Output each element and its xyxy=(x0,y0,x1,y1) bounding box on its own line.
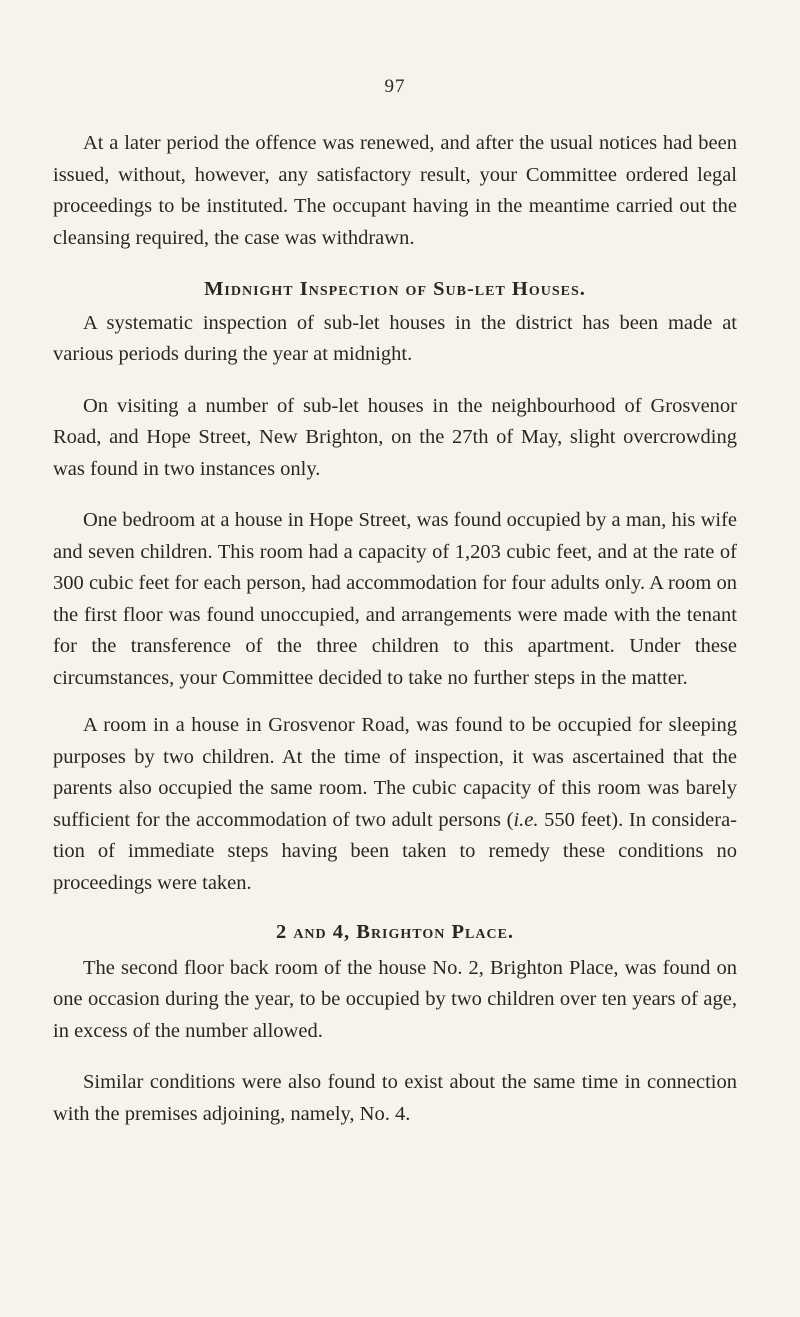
heading-midnight-inspection: Midnight Inspection of Sub-let Houses. xyxy=(204,278,586,300)
paragraph-grosvenor-room-text-2: 550 feet). In considera-tion of immediate steps having been taken to remedy these conditions no proceedings were taken. xyxy=(53,808,737,894)
page-number: 97 xyxy=(384,76,406,97)
heading-brighton-place: 2 and 4, Brighton Place. xyxy=(275,921,515,943)
paragraph-grosvenor-visit: On visiting a number of sub-let houses in the neighbourhood of Grosvenor Road, and Hope Street, New Brighton, on the 27th of May, slight overcrowding was found in two instances only. xyxy=(53,394,737,480)
paragraph-grosvenor-room-ie: i.e. xyxy=(513,808,539,831)
paragraph-grosvenor-room-text-1: A room in a house in Grosvenor Road, was found to be occupied for sleeping purposes by two children. At the time of inspection, it was ascertained that the parents also occupied the same room. The cubic capacity of this room was barely sufficient for the accommodation of two adult persons ( xyxy=(53,714,737,831)
paragraph-systematic-inspection: A systematic inspection of sub-let houses in the district has been made at various periods during the year at midnight. xyxy=(53,311,737,365)
paragraph-hope-street-bedroom: One bedroom at a house in Hope Street, was found occupied by a man, his wife and seven children. This room had a capacity of 1,203 cubic feet, and at the rate of 300 cubic feet for each person, had accommodation for four adults only. A room on the first floor was found unoccupied, and arrangements were made with the tenant for the transference of the three children to this apartment. Under these circumstances, your Committee decided to take no further steps in the matter. xyxy=(53,509,737,689)
paragraph-similar-conditions: Similar conditions were also found to exist about the same time in connection with the premises adjoining, namely, No. 4. xyxy=(53,1071,737,1125)
paragraph-grosvenor-room xyxy=(53,710,737,899)
paragraph-offence-renewed: At a later period the offence was renewed, and after the usual notices had been issued, without, however, any satisfactory result, your Committee ordered legal proceedings to be instituted. The occupant having in the meantime carried out the cleansing required, the case was withdrawn. xyxy=(53,132,737,249)
paragraph-second-floor-room: The second floor back room of the house No. 2, Brighton Place, was found on one occasion during the year, to be occupied by two children over ten years of age, in excess of the number allowed. xyxy=(53,956,737,1042)
